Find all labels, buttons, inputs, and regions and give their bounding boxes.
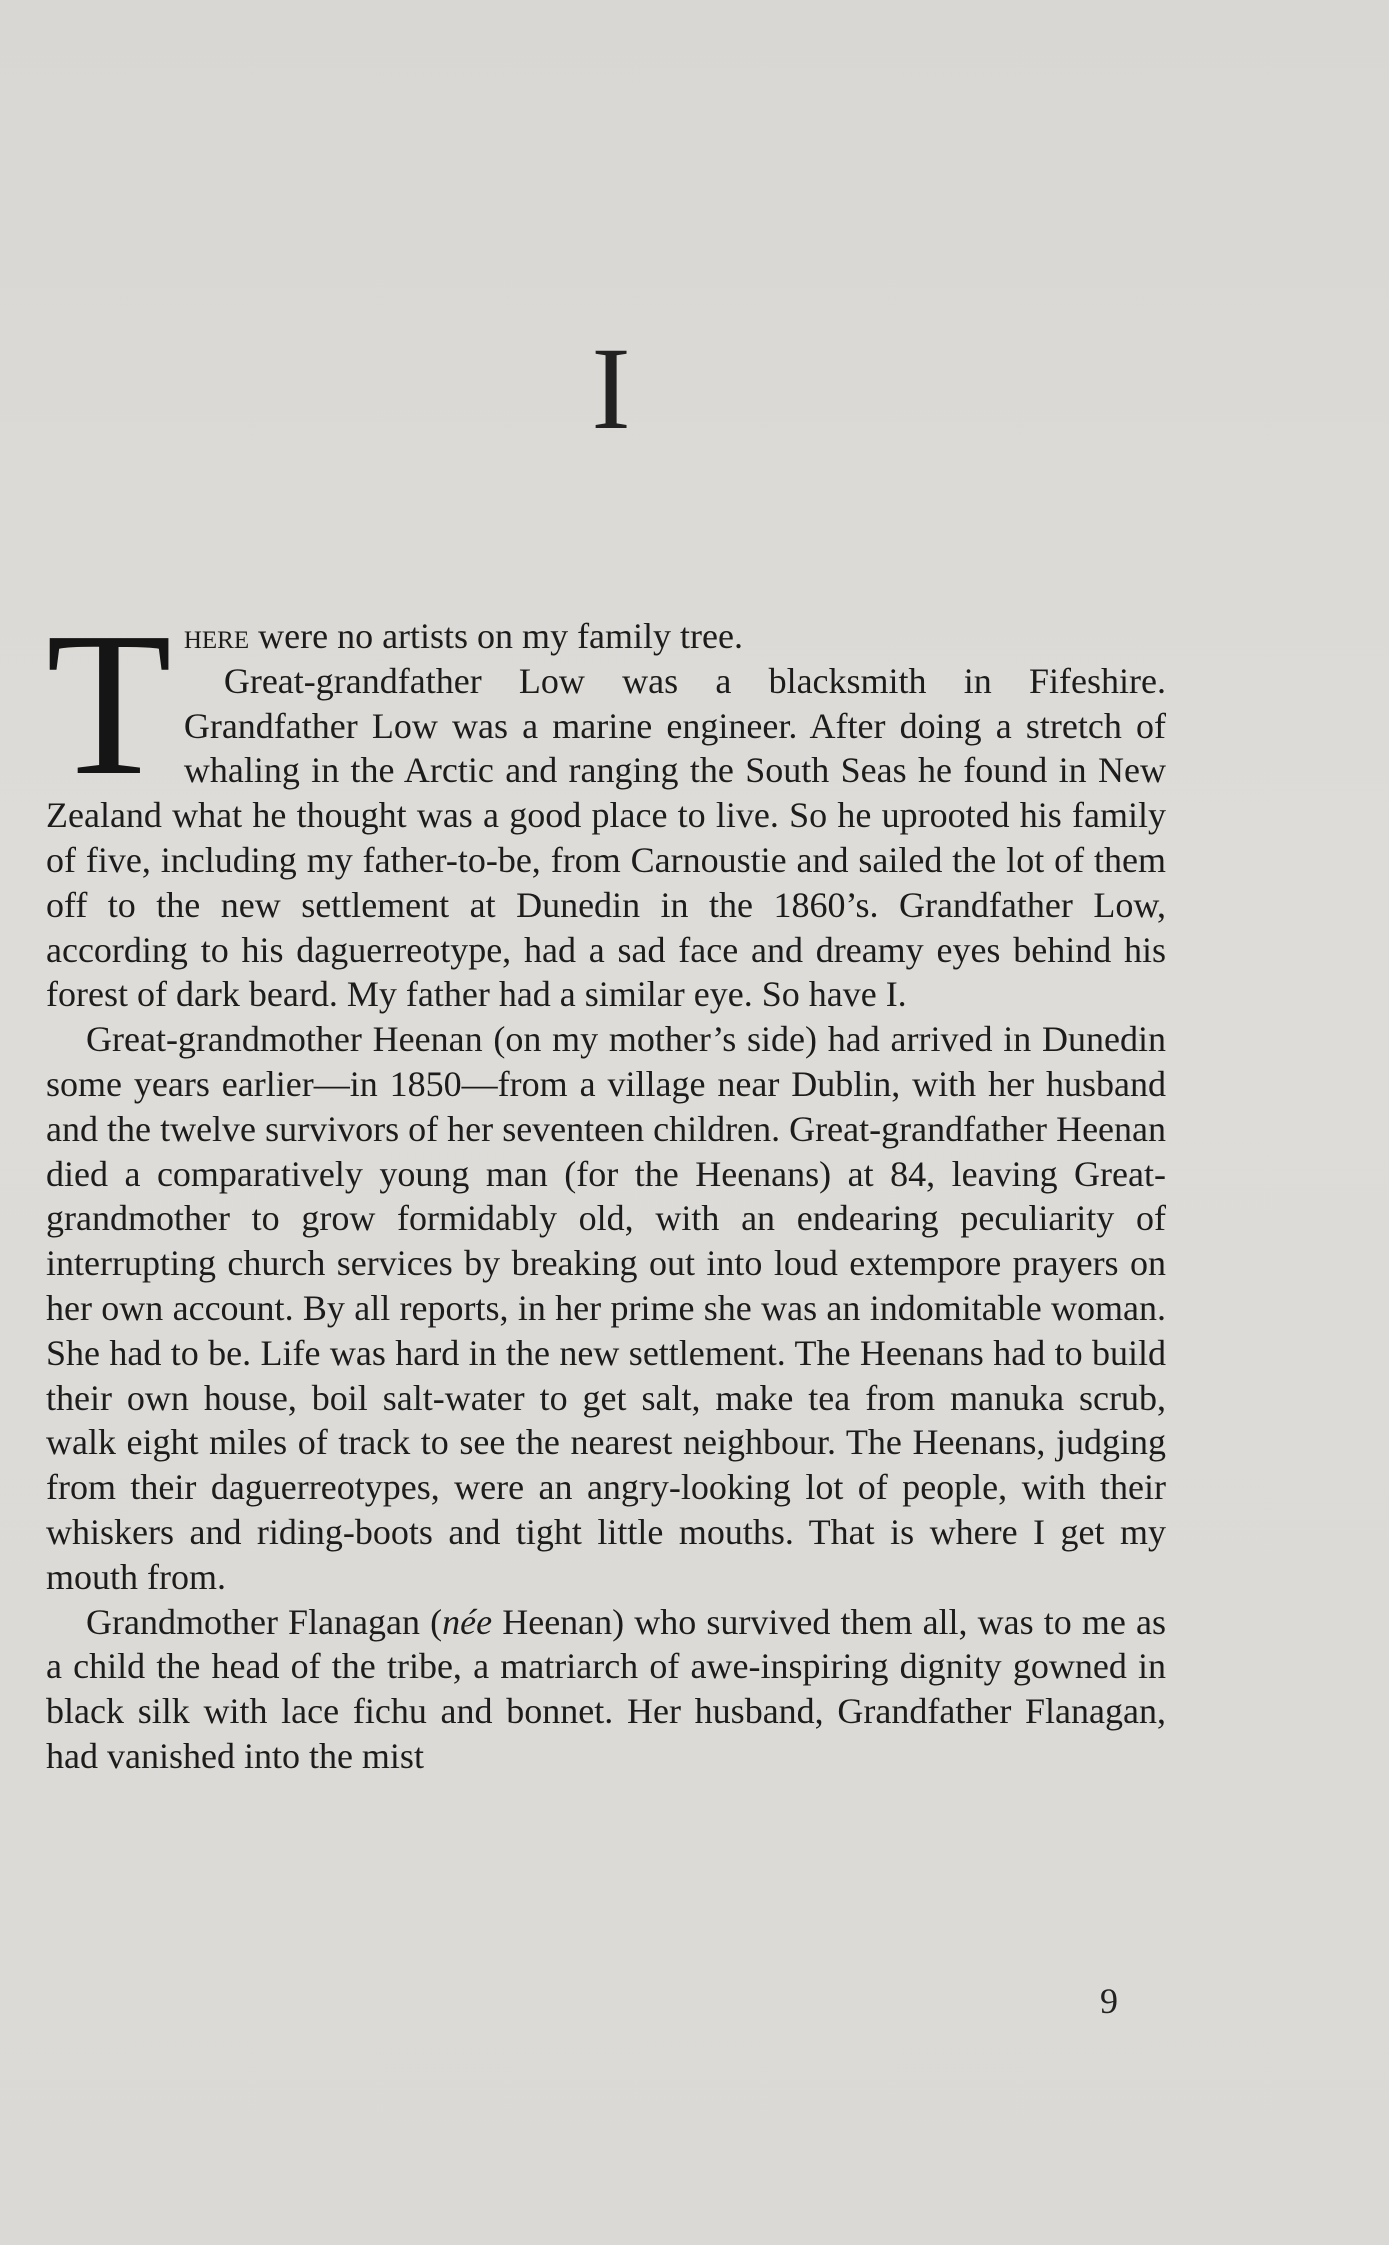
paragraph-4-before: Grandmother Flanagan (: [86, 1601, 443, 1642]
paragraph-4-italic: née: [442, 1601, 493, 1642]
chapter-number: I: [591, 323, 631, 454]
paragraph-1: [46, 589, 1166, 818]
paragraph-2: Great-grandfather Low was a blacksmith in Fifeshire. Grandfather Low was a marine engineer. After doing a stretch of whaling in the Arctic and ranging the South Seas he found in New Zealand what he thought was a good place to live. So he uprooted his family of five, including my father-to-be, from Carnoustie and sailed the lot of them off to the new settlement at Dunedin in the 1860’s. Grandfather Low, according to his daguerreotype, had a sad face and dreamy eyes behind his forest of dark beard. My father had a similar eye. So have I.: [46, 660, 1166, 1015]
page-number: 9: [1100, 1981, 1118, 2021]
body-text: [46, 589, 1166, 1779]
drop-cap: T: [46, 589, 172, 818]
paragraph-1-text: were no artists on my family tree.: [249, 616, 743, 656]
paragraph-4-after: Heenan) who survived them all, was to me as a child the head of the tribe, a matriarch of awe-inspiring dignity gowned in black silk with lace fichu and bonnet. Her husband, Grandfather Flanagan, had vanished into the mist: [46, 1601, 1166, 1776]
small-caps-lead: here: [183, 616, 250, 656]
paragraph-3: Great-grandmother Heenan (on my mother’s side) had arrived in Dunedin some years earlier—in 1850—from a village near Dublin, with her husband and the twelve survivors of her seventeen children. Great-grandfather Heenan died a comparatively young man (for the Heenans) at 84, leaving Great-grandmother to grow formidably old, with an endearing peculiarity of interrupting church services by breaking out into loud extempore prayers on her own account. By all reports, in her prime she was an indomitable woman. She had to be. Life was hard in the new settlement. The Heenans had to build their own house, boil salt-water to get salt, make tea from manuka scrub, walk eight miles of track to see the nearest neighbour. The Heenans, judging from their daguerreotypes, were an angry-looking lot of people, with their whiskers and riding-boots and tight little mouths. That is where I get my mouth from.: [46, 1019, 1166, 1597]
paragraph-4: [46, 1600, 1166, 1779]
